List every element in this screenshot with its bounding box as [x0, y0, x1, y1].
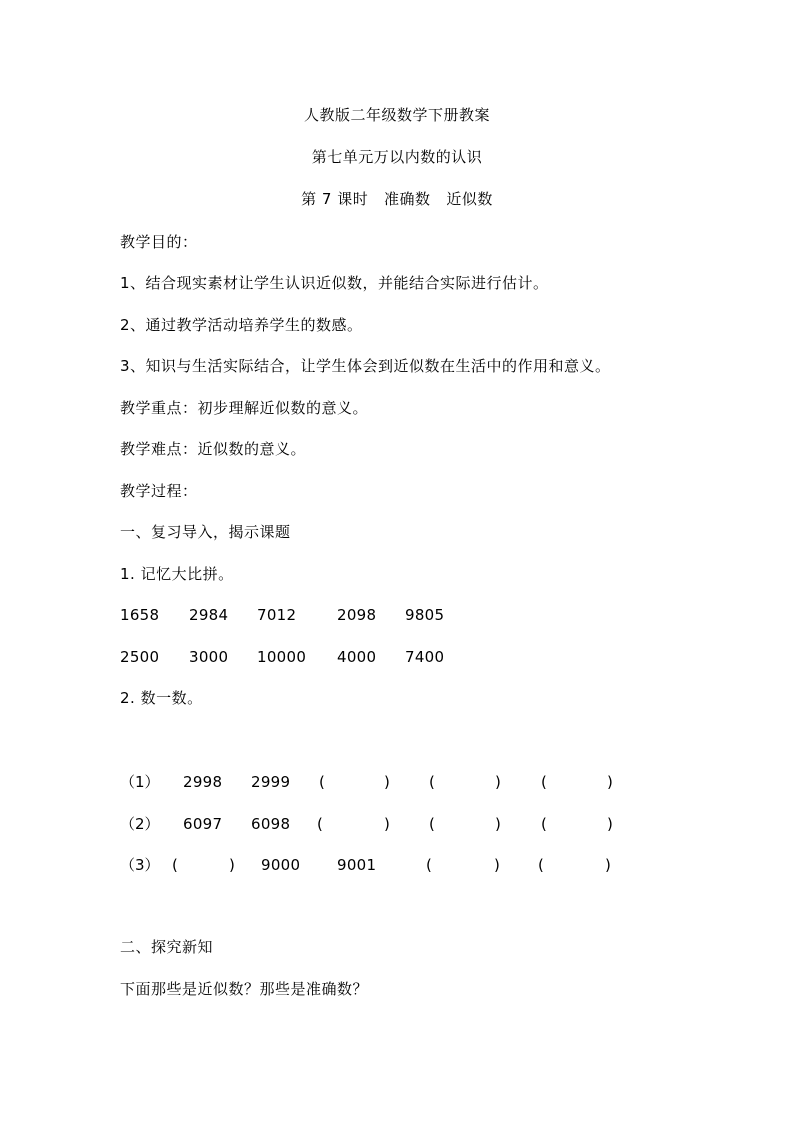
lesson-title: 第 7 课时 准确数 近似数 [301, 190, 493, 208]
number-cell: 2998 [183, 773, 223, 791]
row-label: （2） [120, 815, 160, 833]
number-cell: 9000 [261, 856, 301, 874]
blank-open: ( [317, 815, 323, 833]
blank-close: ) [229, 856, 235, 874]
blank-close: ) [495, 773, 501, 791]
row-label: （3） [120, 856, 160, 874]
blank-close: ) [495, 815, 501, 833]
number-cell: 4000 [337, 648, 377, 666]
blank-close: ) [384, 773, 390, 791]
number-cell: 6097 [183, 815, 223, 833]
objective-item: 3、知识与生活实际结合，让学生体会到近似数在生活中的作用和意义。 [120, 357, 611, 375]
number-cell: 3000 [189, 648, 229, 666]
number-cell: 1658 [120, 606, 160, 624]
number-cell: 2500 [120, 648, 160, 666]
objectives-heading: 教学目的： [120, 233, 198, 251]
number-cell: 9001 [337, 856, 377, 874]
blank-open: ( [429, 815, 435, 833]
memory-title: 1. 记忆大比拼。 [120, 565, 234, 583]
difficulty: 教学难点：近似数的意义。 [120, 440, 307, 458]
number-cell: 9805 [405, 606, 445, 624]
number-cell: 7400 [405, 648, 445, 666]
blank-open: ( [319, 773, 325, 791]
section1-title: 一、复习导入，揭示课题 [120, 523, 291, 541]
blank-close: ) [605, 856, 611, 874]
question-text: 下面那些是近似数？那些是准确数？ [120, 980, 369, 998]
number-cell: 7012 [257, 606, 297, 624]
count-title: 2. 数一数。 [120, 689, 203, 707]
number-cell: 2999 [251, 773, 291, 791]
blank-open: ( [426, 856, 432, 874]
section2-title: 二、探究新知 [120, 938, 214, 956]
blank-close: ) [607, 773, 613, 791]
blank-close: ) [607, 815, 613, 833]
blank-open: ( [538, 856, 544, 874]
number-cell: 6098 [251, 815, 291, 833]
number-cell: 2098 [337, 606, 377, 624]
blank-close: ) [384, 815, 390, 833]
blank-open: ( [172, 856, 178, 874]
unit-title: 第七单元万以内数的认识 [311, 148, 483, 166]
process-heading: 教学过程： [120, 482, 198, 500]
blank-open: ( [541, 815, 547, 833]
objective-item: 1、结合现实素材让学生认识近似数，并能结合实际进行估计。 [120, 274, 549, 292]
blank-open: ( [429, 773, 435, 791]
key-point: 教学重点：初步理解近似数的意义。 [120, 399, 369, 417]
blank-close: ) [494, 856, 500, 874]
objective-item: 2、通过教学活动培养学生的数感。 [120, 316, 363, 334]
document-title: 人教版二年级数学下册教案 [303, 106, 490, 124]
row-label: （1） [120, 773, 160, 791]
number-cell: 10000 [257, 648, 307, 666]
number-cell: 2984 [189, 606, 229, 624]
blank-open: ( [541, 773, 547, 791]
